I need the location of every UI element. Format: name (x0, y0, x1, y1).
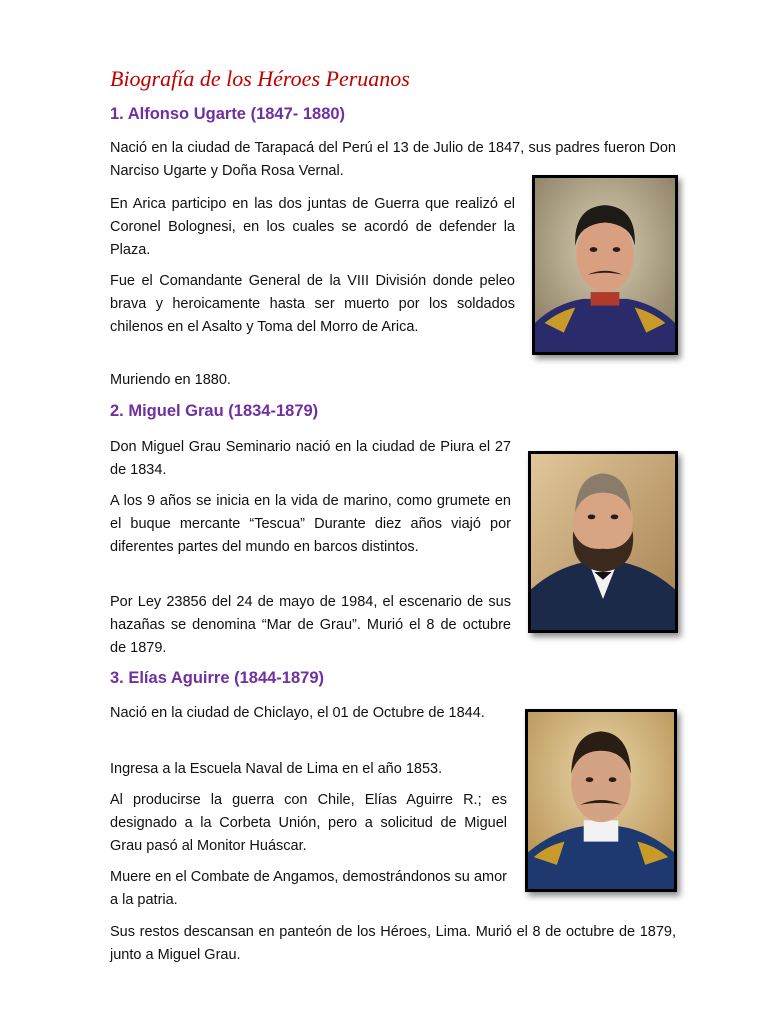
portrait-image-ugarte (532, 175, 678, 355)
hero-paragraph: Don Miguel Grau Seminario nació en la ciudad de Piura el 27 de 1834. (110, 439, 511, 478)
hero-paragraph: Muere en el Combate de Angamos, demostrándonos su amor a la patria. (110, 869, 507, 908)
page-title: Biografía de los Héroes Peruanos (110, 66, 410, 91)
portrait-image-aguirre (525, 709, 677, 892)
hero-paragraph: Ingresa a la Escuela Naval de Lima en el año 1853. (110, 761, 443, 777)
hero-heading-aguirre: 3. Elías Aguirre (1844-1879) (110, 669, 325, 687)
hero-heading-ugarte: 1. Alfonso Ugarte (1847- 1880) (110, 105, 346, 123)
hero-paragraph: Por Ley 23856 del 24 de mayo de 1984, el escenario de sus hazañas se denomina “Mar de Grau”. Murió el 8 de octubre de 1879. (110, 594, 511, 656)
hero-paragraph: Sus restos descansan en panteón de los Héroes, Lima. Murió el 8 de octubre de 1879, junto a Miguel Grau. (110, 924, 676, 963)
hero-paragraph: Muriendo en 1880. (110, 372, 231, 388)
hero-paragraph: A los 9 años se inicia en la vida de marino, como grumete en el buque mercante “Tescua” Durante diez años viajó por diferentes partes del mundo en barcos distintos. (110, 493, 511, 555)
hero-paragraph: Nació en la ciudad de Chiclayo, el 01 de Octubre de 1844. (110, 705, 485, 721)
hero-paragraph: En Arica participo en las dos juntas de Guerra que realizó el Coronel Bolognesi, en los cuales se acordó de defender la Plaza. (110, 196, 515, 258)
hero-paragraph: Fue el Comandante General de la VIII División donde peleo brava y heroicamente hasta ser muerto por los soldados chilenos en el Asalto y Toma del Morro de Arica. (110, 273, 515, 335)
hero-paragraph: Nació en la ciudad de Tarapacá del Perú el 13 de Julio de 1847, sus padres fueron Don Narciso Ugarte y Doña Rosa Vernal. (110, 140, 676, 179)
hero-paragraph: Al producirse la guerra con Chile, Elías Aguirre R.; es designado a la Corbeta Unión, pero a solicitud de Miguel Grau pasó al Monitor Huáscar. (110, 792, 507, 854)
hero-heading-grau: 2. Miguel Grau (1834-1879) (110, 402, 319, 420)
portrait-image-grau (528, 451, 678, 633)
